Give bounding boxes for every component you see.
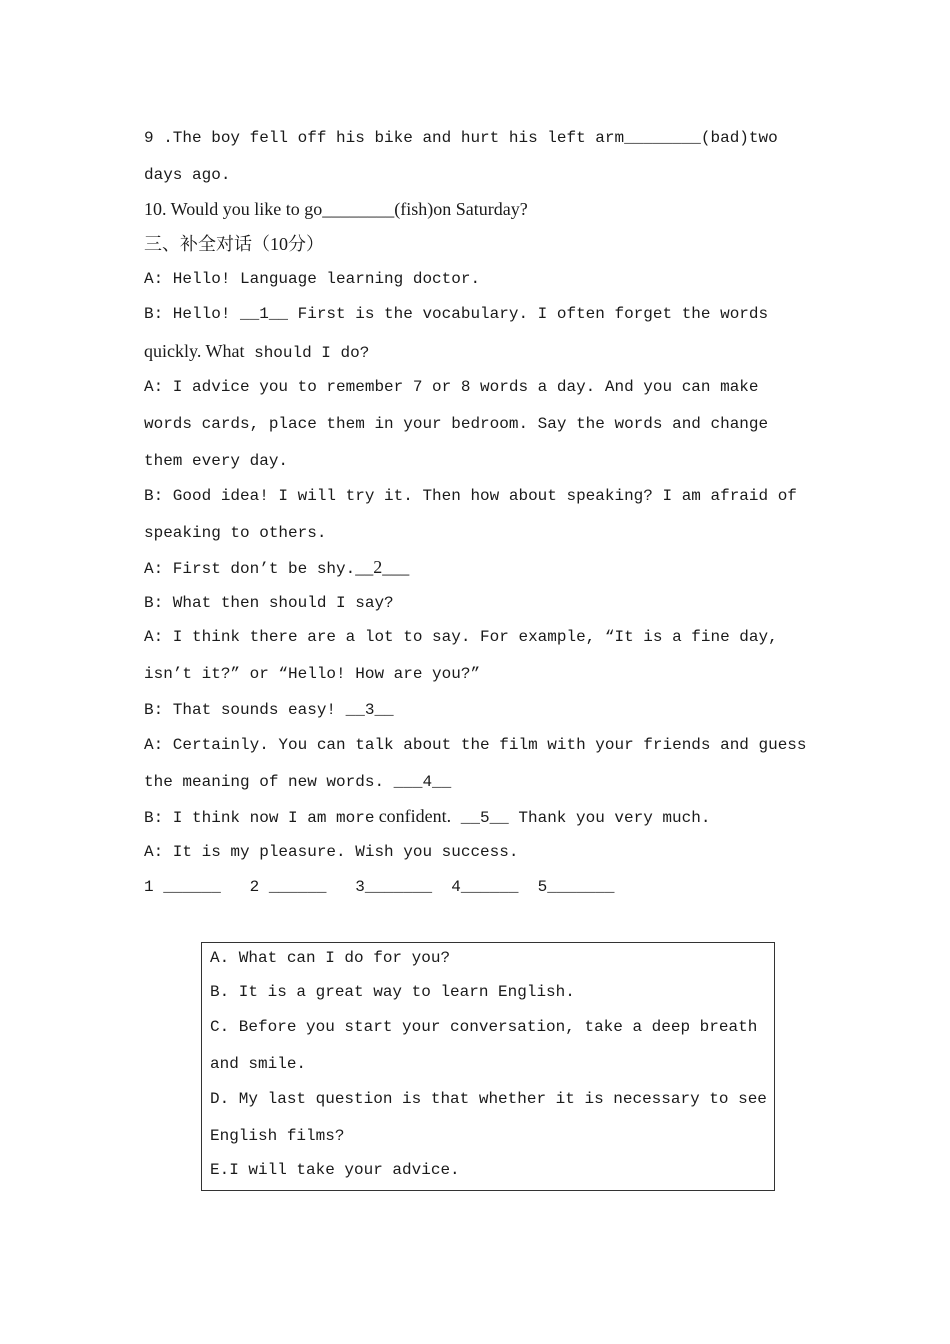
dialogue-line: speaking to others. — [144, 524, 327, 542]
option-d-line2: English films? — [210, 1127, 345, 1145]
dialogue-line: A: It is my pleasure. Wish you success. — [144, 843, 519, 861]
q9-line1: 9 .The boy fell off his bike and hurt his left arm________(bad)two — [144, 129, 778, 147]
dialogue-line — [144, 556, 806, 580]
answer-blank-2: __2___ — [355, 557, 410, 577]
dialogue-fragment: quickly. What — [144, 341, 245, 361]
option-c-line2: and smile. — [210, 1055, 307, 1073]
dialogue-fragment: __5__ Thank you very much. — [451, 809, 711, 827]
dialogue-line: A: Certainly. You can talk about the film with your friends and guess — [144, 736, 807, 754]
q9-line2: days ago. — [144, 166, 231, 184]
dialogue-line: B: That sounds easy! __3__ — [144, 701, 394, 719]
dialogue-line — [144, 805, 806, 829]
dialogue-line: isn’t it?” or “Hello! How are you?” — [144, 665, 481, 683]
dialogue-fragment: should I do? — [244, 344, 370, 362]
dialogue-line: B: Hello! __1__ First is the vocabulary. I often forget the words — [144, 305, 769, 323]
dialogue-line: them every day. — [144, 452, 289, 470]
dialogue-line — [144, 340, 806, 364]
dialogue-line: A: I advice you to remember 7 or 8 words a day. And you can make — [144, 378, 759, 396]
dialogue-fragment: B: I think now I am more — [144, 809, 375, 827]
answer-blanks: 1 ______ 2 ______ 3_______ 4______ 5_______ — [144, 878, 615, 896]
options-box — [201, 942, 775, 1191]
dialogue-line: B: What then should I say? — [144, 594, 394, 612]
option-c-line1: C. Before you start your conversation, take a deep breath — [210, 1018, 758, 1036]
section-heading: 三、补全对话（10分） — [144, 234, 324, 254]
dialogue-fragment: confident. — [378, 806, 452, 826]
dialogue-line: the meaning of new words. ___4__ — [144, 773, 452, 791]
option-d-line1: D. My last question is that whether it is necessary to see — [210, 1090, 767, 1108]
option-b: B. It is a great way to learn English. — [210, 983, 575, 1001]
q10-line: 10. Would you like to go________(fish)on Saturday? — [144, 199, 528, 219]
dialogue-line: A: Hello! Language learning doctor. — [144, 270, 481, 288]
option-e: E.I will take your advice. — [210, 1161, 460, 1179]
dialogue-fragment: A: First don’t be shy. — [144, 560, 356, 578]
dialogue-line: words cards, place them in your bedroom. Say the words and change — [144, 415, 769, 433]
dialogue-line: B: Good idea! I will try it. Then how about speaking? I am afraid of — [144, 487, 797, 505]
option-a: A. What can I do for you? — [210, 949, 451, 967]
dialogue-line: A: I think there are a lot to say. For example, “It is a fine day, — [144, 628, 778, 646]
